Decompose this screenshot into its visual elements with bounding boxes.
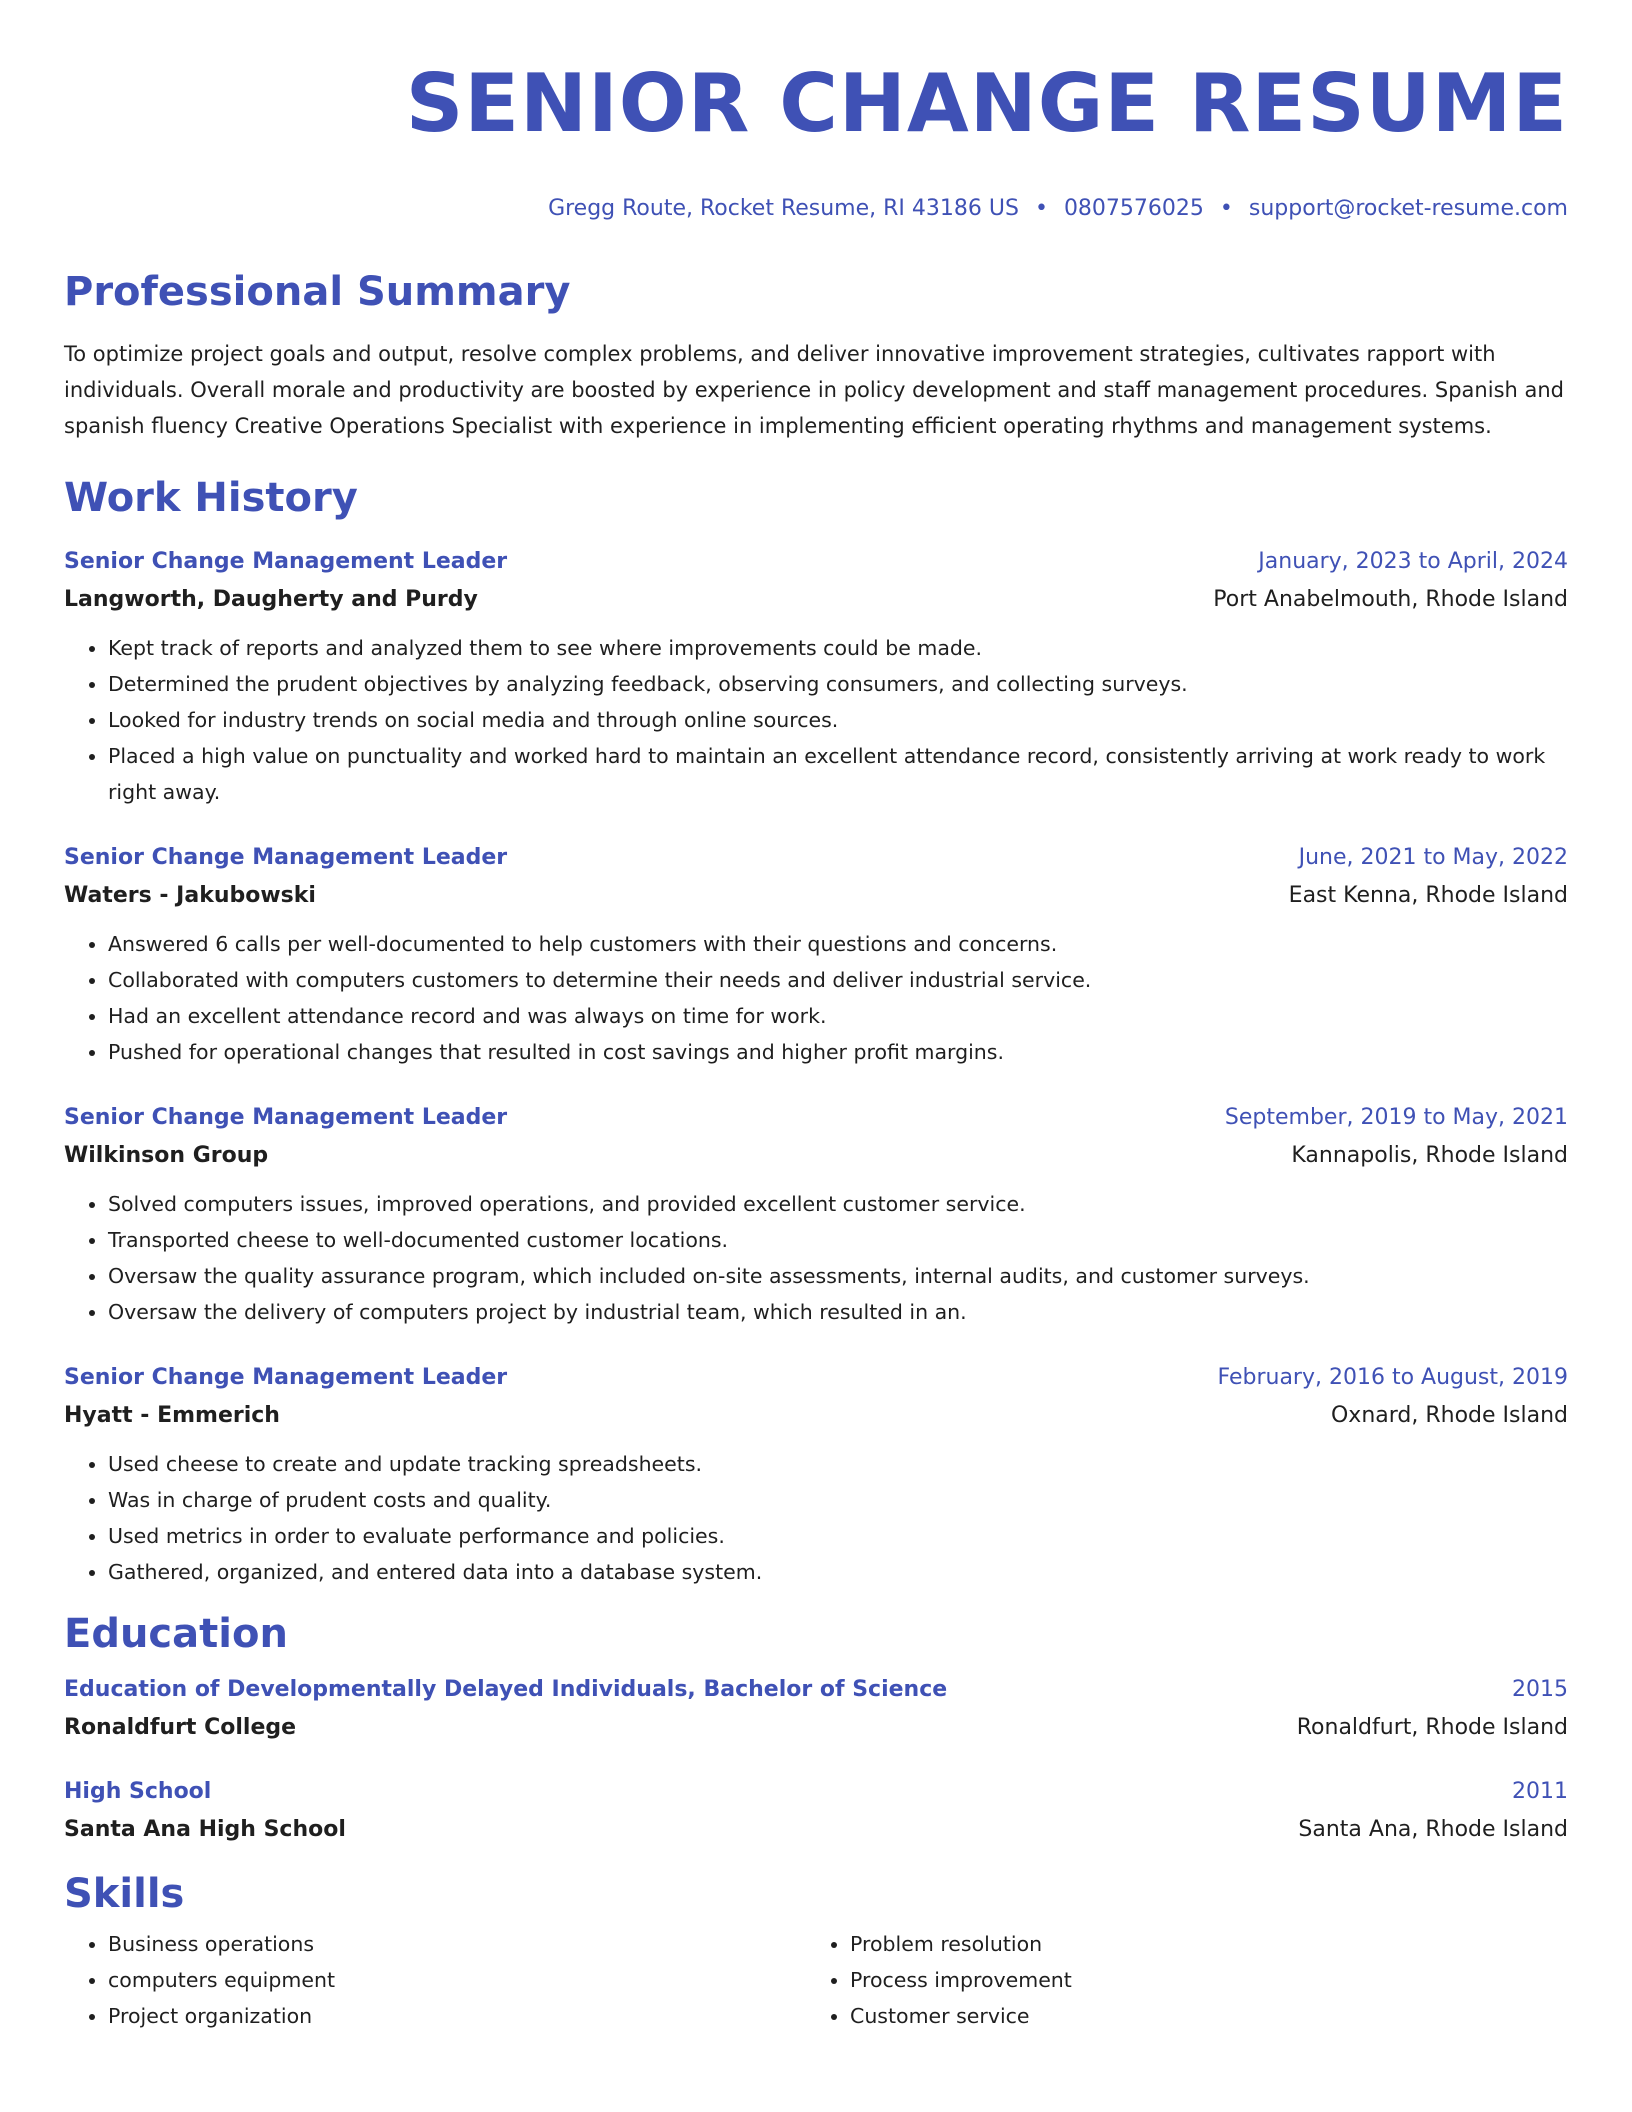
job-bullet: • Transported cheese to well-documented customer locations.: [108, 1222, 1568, 1258]
skill-item: • Problem resolution: [850, 1926, 1548, 1962]
skill-item: • computers equipment: [108, 1962, 806, 1998]
education-entry: [64, 1672, 1568, 1748]
separator-dot: •: [1034, 196, 1048, 221]
education-entry: [64, 1774, 1568, 1850]
job-role: Senior Change Management Leader: [64, 1365, 508, 1390]
skill-item: • Project organization: [108, 1998, 806, 2034]
job-company: Hyatt - Emmerich: [64, 1403, 280, 1428]
skill-item: • Process improvement: [850, 1962, 1548, 1998]
job-role: Senior Change Management Leader: [64, 1105, 508, 1130]
job-bullet: • Kept track of reports and analyzed them to see where improvements could be made.: [108, 630, 1568, 666]
resume-name: SENIOR CHANGE RESUME: [405, 57, 1568, 150]
job-bullets: [64, 1186, 1568, 1330]
job-location: Kannapolis, Rhode Island: [1291, 1143, 1568, 1168]
job-bullet: • Used metrics in order to evaluate performance and policies.: [108, 1518, 1568, 1554]
job-company: Langworth, Daugherty and Purdy: [64, 587, 478, 612]
job-bullet: • Placed a high value on punctuality and worked hard to maintain an excellent attendance record, consistently arriving at work ready to work right away.: [108, 738, 1568, 810]
contact-line: [64, 194, 1568, 224]
job-bullets: [64, 1446, 1568, 1590]
job-bullet: • Used cheese to create and update tracking spreadsheets.: [108, 1446, 1568, 1482]
job-bullet: • Was in charge of prudent costs and quality.: [108, 1482, 1568, 1518]
education-school: Ronaldfurt College: [64, 1715, 297, 1740]
job-bullet: • Oversaw the delivery of computers project by industrial team, which resulted in an.: [108, 1294, 1568, 1330]
education-location: Ronaldfurt, Rhode Island: [1296, 1715, 1568, 1740]
job-entry: [64, 1100, 1568, 1330]
job-bullet: • Collaborated with computers customers to determine their needs and deliver industrial service.: [108, 962, 1568, 998]
job-bullet: • Answered 6 calls per well-documented to help customers with their questions and concerns.: [108, 926, 1568, 962]
job-bullets: [64, 630, 1568, 810]
resume-header: [64, 0, 1568, 224]
job-dates: June, 2021 to May, 2022: [1298, 845, 1568, 870]
job-bullet: • Looked for industry trends on social media and through online sources.: [108, 702, 1568, 738]
skills-column-right: [806, 1926, 1548, 2034]
summary-text: To optimize project goals and output, resolve complex problems, and deliver innovative improvement strategies, cultivates rapport with individuals. Overall morale and productivity are boosted by experience in policy development and staff management procedures. Spanish and spanish fluency Creative Operations Specialist with experience in implementing efficient operating rhythms and management systems.: [64, 342, 1565, 438]
job-location: Oxnard, Rhode Island: [1330, 1403, 1568, 1428]
education-year: 2015: [1512, 1677, 1568, 1702]
job-bullet: • Gathered, organized, and entered data into a database system.: [108, 1554, 1568, 1590]
job-bullet: • Determined the prudent objectives by analyzing feedback, observing consumers, and collecting surveys.: [108, 666, 1568, 702]
job-bullet: • Had an excellent attendance record and was always on time for work.: [108, 998, 1568, 1034]
contact-email: support@rocket-resume.com: [1248, 196, 1568, 221]
job-location: Port Anabelmouth, Rhode Island: [1213, 587, 1568, 612]
education-location: Santa Ana, Rhode Island: [1298, 1817, 1568, 1842]
job-entry: [64, 544, 1568, 810]
job-dates: January, 2023 to April, 2024: [1258, 549, 1568, 574]
job-bullets: [64, 926, 1568, 1070]
job-company: Wilkinson Group: [64, 1143, 269, 1168]
job-bullet: • Solved computers issues, improved operations, and provided excellent customer service.: [108, 1186, 1568, 1222]
job-entry: [64, 1360, 1568, 1590]
job-company: Waters - Jakubowski: [64, 883, 316, 908]
skills-list: [64, 1926, 1568, 2034]
job-bullet: • Oversaw the quality assurance program, which included on-site assessments, internal audits, and customer surveys.: [108, 1258, 1568, 1294]
job-bullet: • Pushed for operational changes that resulted in cost savings and higher profit margins.: [108, 1034, 1568, 1070]
work-history-heading: Work History: [64, 475, 358, 521]
education-school: Santa Ana High School: [64, 1817, 346, 1842]
job-location: East Kenna, Rhode Island: [1288, 883, 1568, 908]
contact-phone: 0807576025: [1063, 196, 1204, 221]
separator-dot: •: [1219, 196, 1233, 221]
job-dates: February, 2016 to August, 2019: [1217, 1365, 1568, 1390]
skill-item: • Customer service: [850, 1998, 1548, 2034]
skills-column-left: [64, 1926, 806, 2034]
education-degree: High School: [64, 1779, 212, 1804]
skills-heading: Skills: [64, 1871, 185, 1917]
job-role: Senior Change Management Leader: [64, 549, 508, 574]
job-entry: [64, 840, 1568, 1070]
job-dates: September, 2019 to May, 2021: [1224, 1105, 1568, 1130]
education-heading: Education: [64, 1611, 288, 1657]
job-role: Senior Change Management Leader: [64, 845, 508, 870]
education-degree: Education of Developmentally Delayed Individuals, Bachelor of Science: [64, 1677, 948, 1702]
summary-heading: Professional Summary: [64, 269, 571, 315]
contact-address: Gregg Route, Rocket Resume, RI 43186 US: [548, 196, 1019, 221]
education-year: 2011: [1512, 1779, 1568, 1804]
skill-item: • Business operations: [108, 1926, 806, 1962]
